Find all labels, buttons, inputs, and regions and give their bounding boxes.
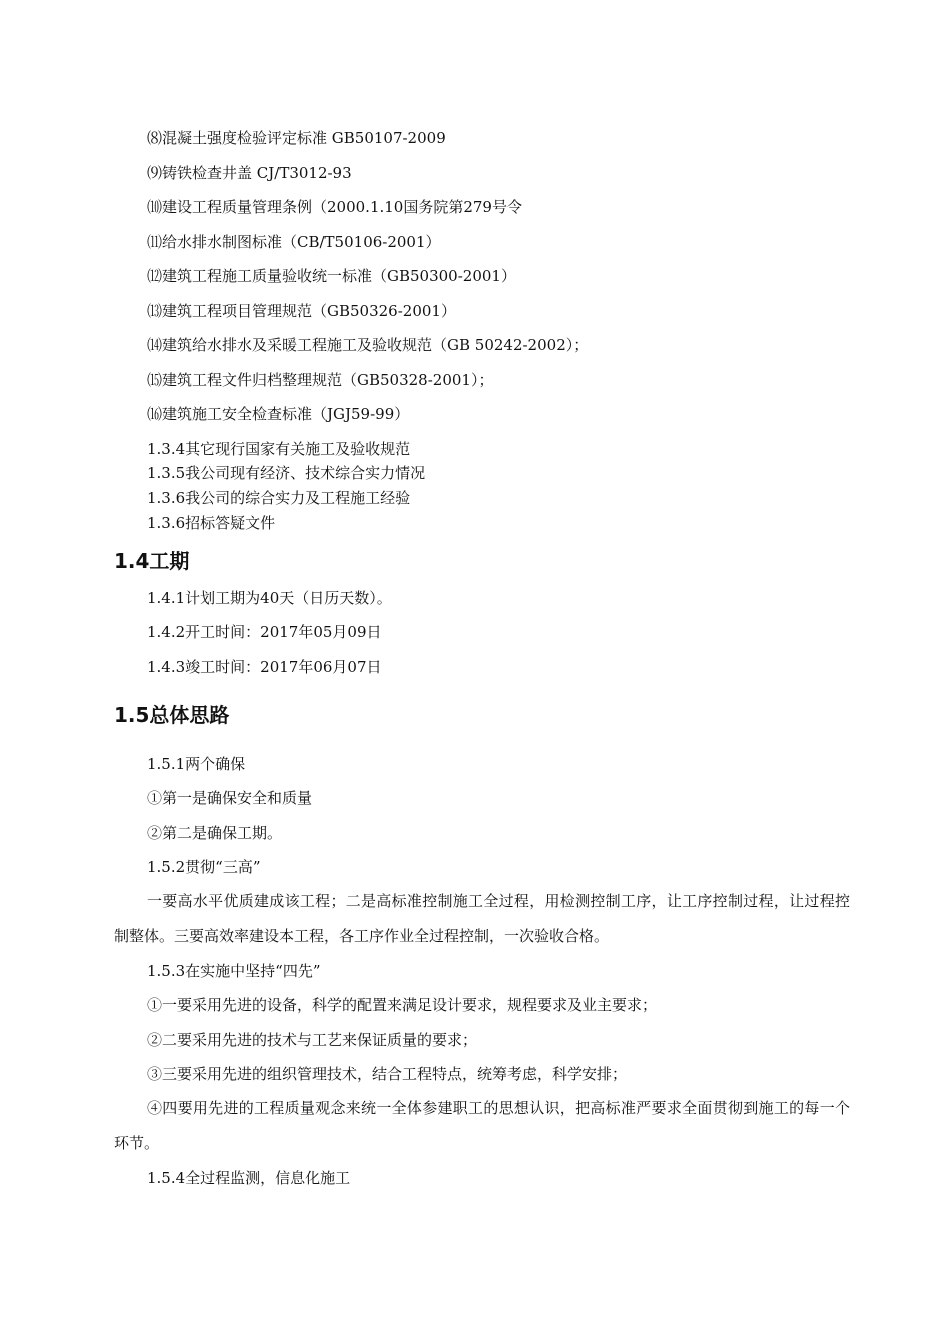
schedule-item-141: 1.4.1计划工期为40天（日历天数）。	[147, 589, 392, 607]
ensure-item-2: ②第二是确保工期。	[147, 824, 283, 842]
standard-item-9: ⑼铸铁检查井盖 CJ/T3012-93	[147, 164, 352, 182]
section-heading-1-5: 1.5总体思路	[114, 703, 230, 727]
section-heading-1-4: 1.4工期	[114, 549, 190, 573]
basis-item-135: 1.3.5我公司现有经济、技术综合实力情况	[147, 464, 426, 482]
basis-item-134: 1.3.4其它现行国家有关施工及验收规范	[147, 440, 411, 458]
standard-item-11: ⑾给水排水制图标准（CB/T50106-2001）	[147, 233, 441, 251]
standard-item-14: ⒁建筑给水排水及采暖工程施工及验收规范（GB 50242-2002）；	[147, 336, 589, 354]
four-first-item-4: ④四要用先进的工程质量观念来统一全体参建职工的思想认识，把高标准严要求全面贯彻到施工的每一个环节。	[114, 1099, 850, 1152]
standard-item-12: ⑿建筑工程施工质量验收统一标准（GB50300-2001）	[147, 267, 516, 285]
basis-item-136b: 1.3.6招标答疑文件	[147, 514, 276, 532]
schedule-item-143: 1.4.3竣工时间：2017年06月07日	[147, 658, 382, 676]
subsection-154: 1.5.4全过程监测，信息化施工	[147, 1169, 351, 1187]
four-first-item-2: ②二要采用先进的技术与工艺来保证质量的要求；	[147, 1031, 478, 1049]
schedule-item-142: 1.4.2开工时间：2017年05月09日	[147, 623, 382, 641]
standard-item-16: ⒃建筑施工安全检查标准（JGJ59-99）	[147, 405, 410, 423]
three-high-paragraph: 一要高水平优质建成该工程；二是高标准控制施工全过程，用检测控制工序，让工序控制过程，让过程控制整体。三要高效率建设本工程，各工序作业全过程控制，一次验收合格。	[114, 892, 850, 945]
standard-item-13: ⒀建筑工程项目管理规范（GB50326-2001）	[147, 302, 456, 320]
ensure-item-1: ①第一是确保安全和质量	[147, 789, 313, 807]
subsection-152: 1.5.2贯彻“三高”	[147, 858, 261, 876]
standard-item-10: ⑽建设工程质量管理条例（2000.1.10国务院第279号令	[147, 198, 522, 216]
basis-item-136: 1.3.6我公司的综合实力及工程施工经验	[147, 489, 411, 507]
subsection-151: 1.5.1两个确保	[147, 755, 246, 773]
four-first-item-1: ①一要采用先进的设备，科学的配置来满足设计要求，规程要求及业主要求；	[147, 996, 658, 1014]
standard-item-8: ⑻混凝土强度检验评定标准 GB50107-2009	[147, 129, 446, 147]
standard-item-15: ⒂建筑工程文件归档整理规范（GB50328-2001）；	[147, 371, 494, 389]
subsection-153: 1.5.3在实施中坚持“四先”	[147, 962, 321, 980]
four-first-item-3: ③三要采用先进的组织管理技术，结合工程特点，统筹考虑，科学安排；	[147, 1065, 628, 1083]
